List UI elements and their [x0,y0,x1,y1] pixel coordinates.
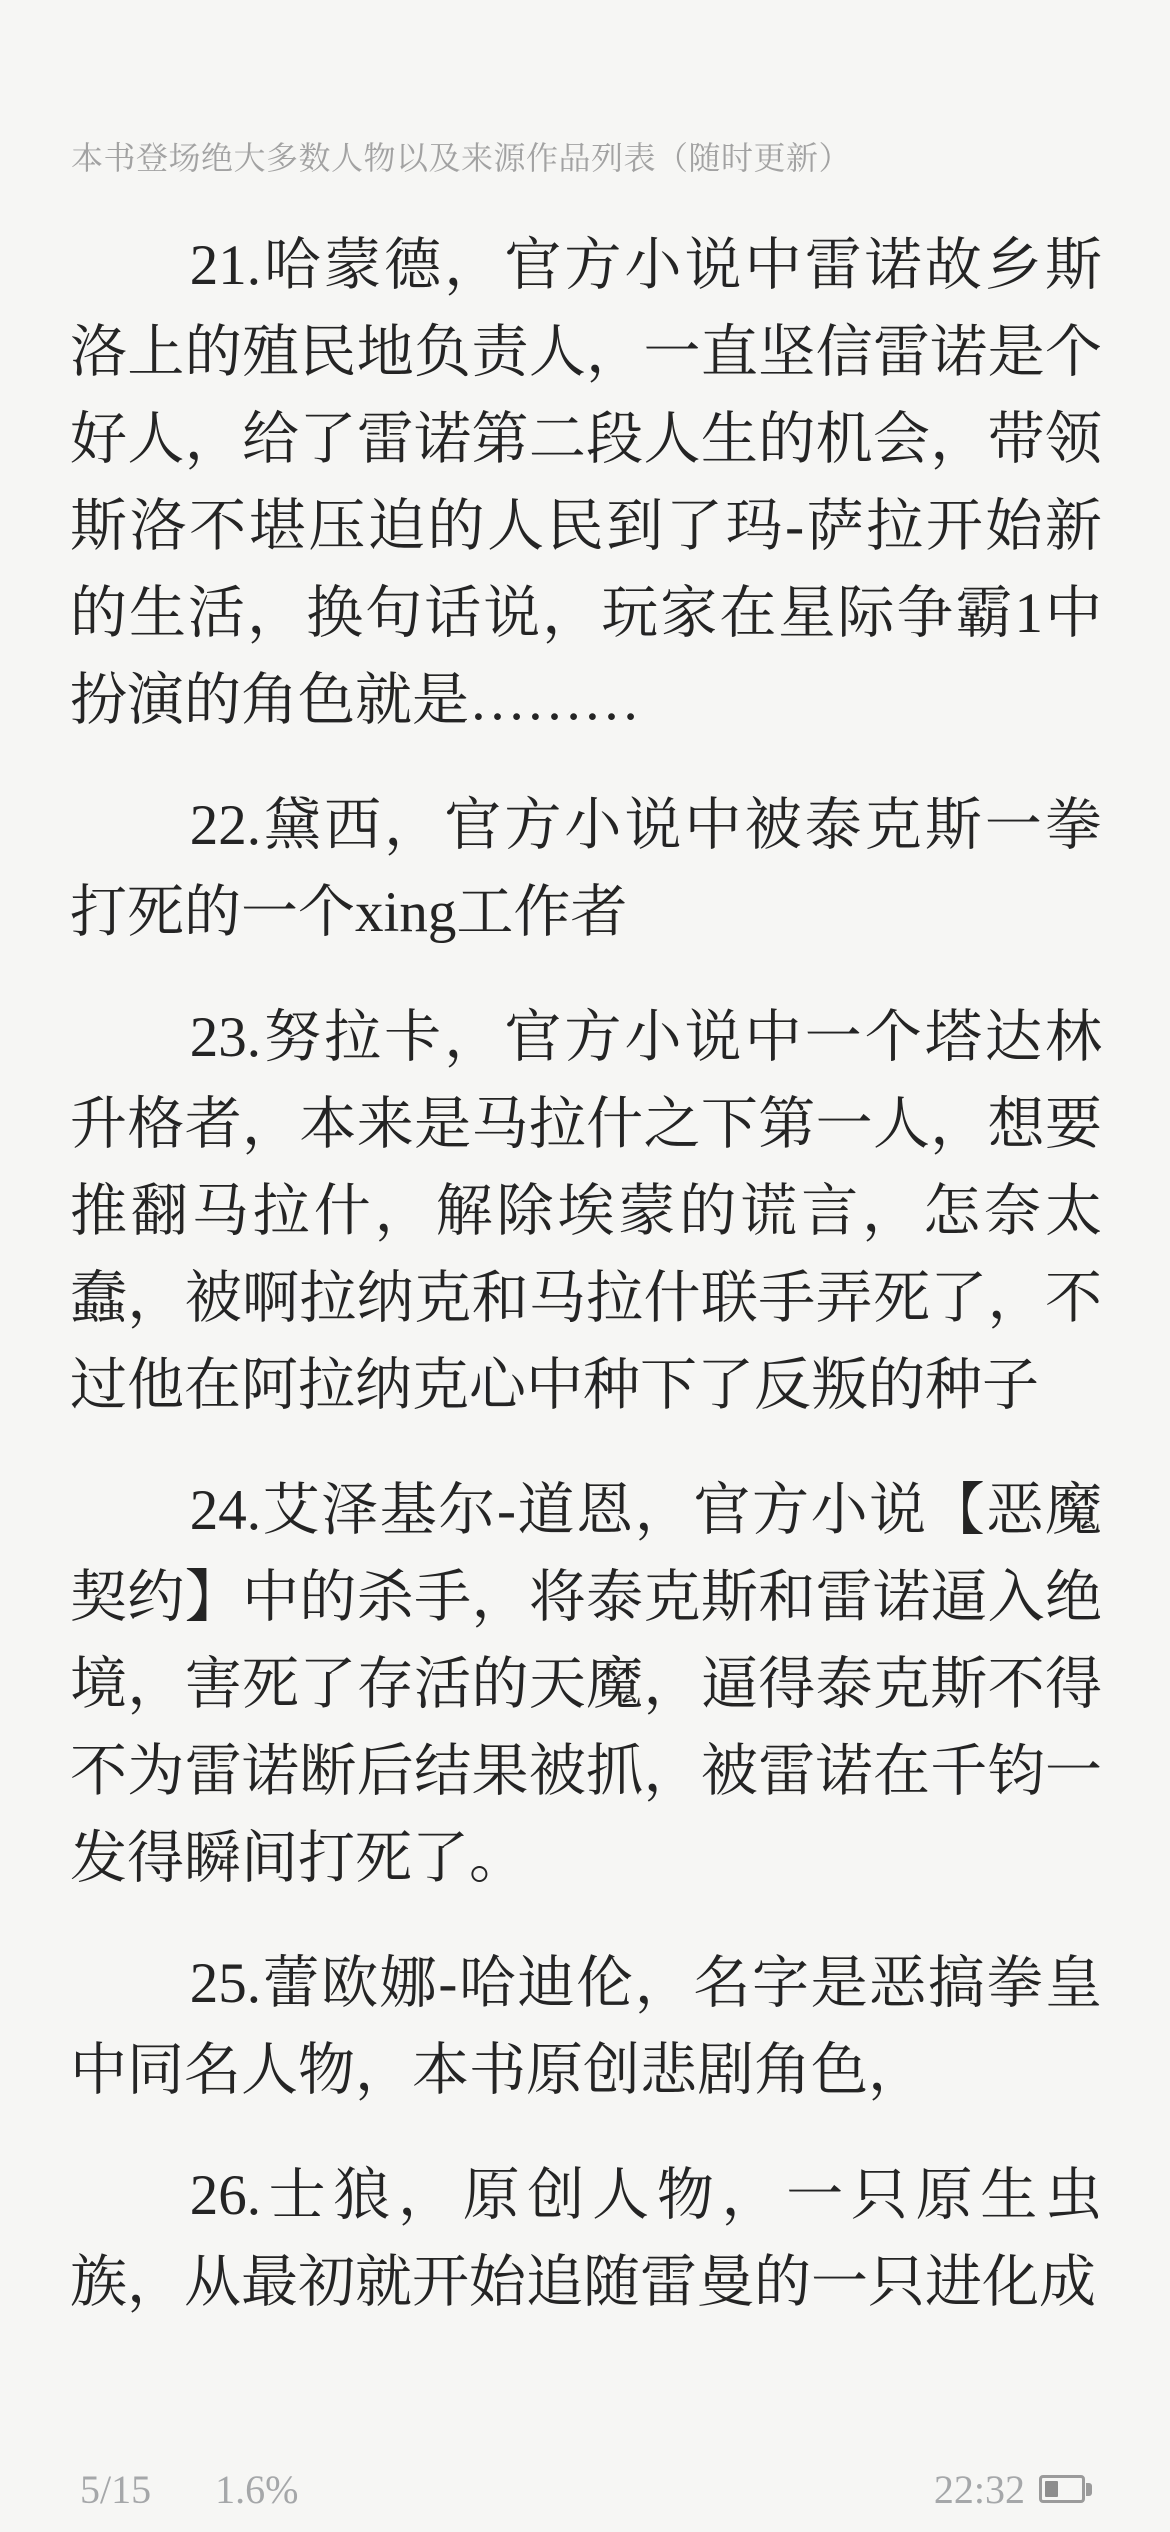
system-status-group [934,2466,1092,2513]
paragraph: 24.艾泽基尔-道恩，官方小说【恶魔契约】中的杀手，将泰克斯和雷诺逼入绝境，害死了存活的天魔，逼得泰克斯不得不为雷诺断后结果被抓，被雷诺在千钧一发得瞬间打死了。 [70,1479,1102,1890]
paragraph: 26.士狼，原创人物，一只原生虫族，从最初就开始追随雷曼的一只进化成 [70,2164,1102,2314]
battery-low-icon [1039,2475,1092,2503]
page-text [70,222,1102,2326]
paragraph: 23.努拉卡，官方小说中一个塔达林升格者，本来是马拉什之下第一人，想要推翻马拉什，解除埃蒙的谎言，怎奈太蠢，被啊拉纳克和马拉什联手弄死了，不过他在阿拉纳克心中种下了反叛的种子 [70,1006,1102,1417]
reader-status-bar [0,2464,1170,2514]
battery-nub [1086,2483,1092,2496]
clock: 22:32 [933,2466,1025,2512]
reading-progress-group [80,2466,298,2513]
battery-body [1039,2475,1085,2503]
paragraph: 22.黛西，官方小说中被泰克斯一拳打死的一个xing工作者 [70,794,1102,944]
paragraph: 21.哈蒙德，官方小说中雷诺故乡斯洛上的殖民地负责人，一直坚信雷诺是个好人，给了雷诺第二段人生的机会，带领斯洛不堪压迫的人民到了玛-萨拉开始新的生活，换句话说，玩家在星际争霸1中扮演的角色就是……… [70,234,1102,732]
progress-indicator: 1.6% [215,2466,299,2512]
battery-fill [1045,2481,1058,2497]
page-indicator: 5/15 [80,2466,152,2512]
chapter-note: 本书登场绝大多数人物以及来源作品列表（随时更新） [71,140,852,176]
paragraph: 25.蕾欧娜-哈迪伦，名字是恶搞拳皇中同名人物，本书原创悲剧角色， [70,1952,1102,2102]
